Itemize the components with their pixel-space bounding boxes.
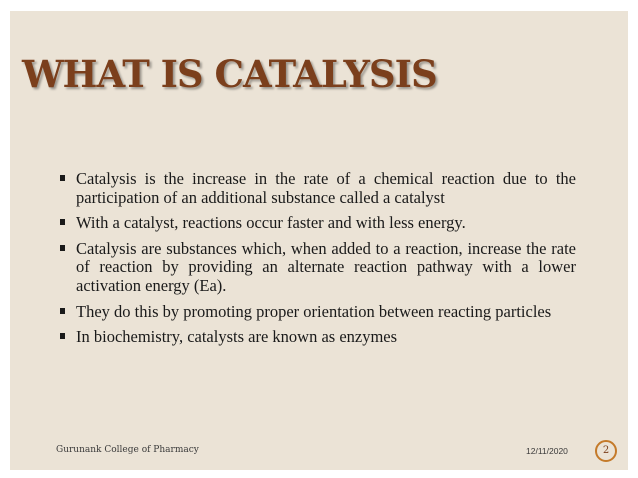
square-bullet-icon [60,308,65,314]
bullet-list [58,170,576,354]
bullet-text: They do this by promoting proper orientation between reacting particles [76,301,552,321]
square-bullet-icon [60,245,65,251]
square-bullet-icon [60,219,65,225]
top-frame-bar [0,0,638,11]
bullet-text: In biochemistry, catalysts are known as enzymes [76,327,398,347]
square-bullet-icon [60,333,65,339]
footer-date: 12/11/2020 [526,446,568,456]
bullet-text: With a catalyst, reactions occur faster and with less energy. [76,213,466,233]
slide-title: WHAT IS CATALYSIS [22,52,437,96]
bottom-frame-bar [0,470,638,478]
bullet-item [58,328,576,347]
bullet-text: Catalysis is the increase in the rate of a chemical reaction due to the participation of an additional substance called a catalyst [76,169,576,207]
footer-institution: Gurunank College of Pharmacy [56,445,199,455]
square-bullet-icon [60,175,65,181]
page-number-badge: 2 [595,440,617,462]
bullet-item [58,303,576,322]
bullet-item [58,170,576,207]
right-frame-bar [628,0,638,478]
left-frame-bar [0,0,10,478]
bullet-item [58,214,576,233]
bullet-item [58,240,576,296]
bullet-text: Catalysis are substances which, when added to a reaction, increase the rate of reaction by providing an alternate reaction pathway with a lower activation energy (Ea). [76,238,576,295]
